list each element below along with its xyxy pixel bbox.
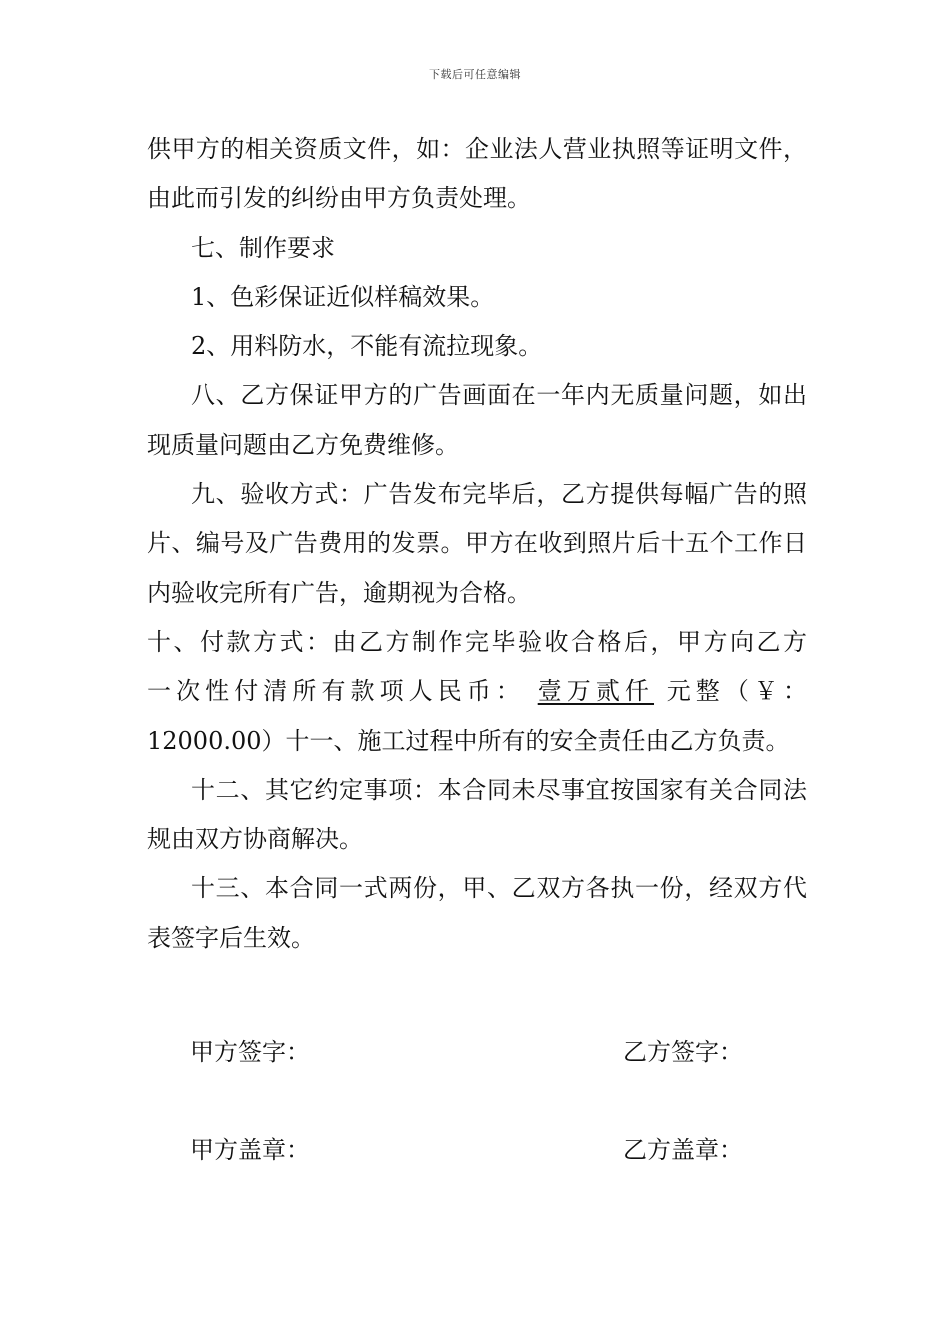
payment-amount-words: 壹万贰仟: [537, 677, 655, 706]
party-a-seal-label: 甲方盖章：: [190, 1136, 310, 1164]
requirement-item-material: 2、用料防水，不能有流拉现象。: [191, 332, 543, 361]
paragraph-quality-guarantee: 八、乙方保证甲方的广告画面在一年内无质量问题，如出现质量问题由乙方免费维修。: [147, 381, 807, 459]
contract-body: [147, 125, 807, 963]
section-heading-production-requirements: 七、制作要求: [191, 233, 335, 262]
payment-suffix: 元整（￥：: [666, 677, 808, 706]
page-header: 下载后可任意编辑: [429, 68, 521, 81]
payment-line-3: 12000.00）十一、施工过程中所有的安全责任由乙方负责。: [147, 726, 790, 755]
paragraph-copies: 十三、本合同一式两份，甲、乙双方各执一份，经双方代表签字后生效。: [147, 874, 807, 952]
paragraph-payment-method: [147, 618, 807, 766]
payment-prefix: 一次性付清所有款项人民币：: [147, 677, 525, 706]
payment-line-1: 十、付款方式：由乙方制作完毕验收合格后，甲方向乙方: [147, 627, 807, 656]
party-a-signature-label: 甲方签字：: [190, 1038, 310, 1066]
requirement-item-color: 1、色彩保证近似样稿效果。: [191, 282, 495, 311]
paragraph-qualification: 供甲方的相关资质文件，如：企业法人营业执照等证明文件，由此而引发的纠纷由甲方负责处理。: [147, 135, 807, 213]
paragraph-other-matters: 十二、其它约定事项：本合同未尽事宜按国家有关合同法规由双方协商解决。: [147, 775, 807, 854]
payment-line-2: [147, 667, 807, 716]
party-b-signature-label: 乙方签字：: [623, 1038, 743, 1066]
paragraph-acceptance-method: 九、验收方式：广告发布完毕后，乙方提供每幅广告的照片、编号及广告费用的发票。甲方在收到照片后十五个工作日内验收完所有广告，逾期视为合格。: [147, 480, 807, 607]
party-b-seal-label: 乙方盖章：: [623, 1136, 743, 1164]
